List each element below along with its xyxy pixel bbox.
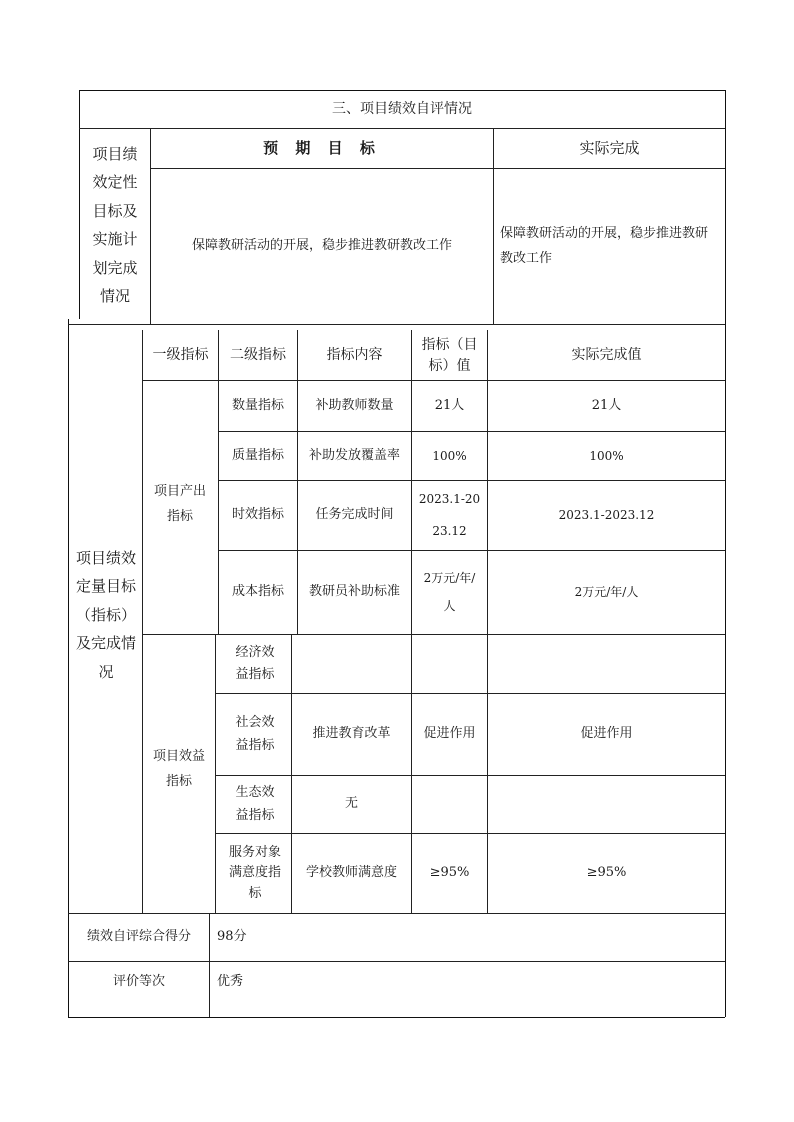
actual-timeliness: 2023.1-2023.12 xyxy=(558,508,655,523)
actual-completion-text: 保障教研活动的开展，稳步推进教研教改工作 xyxy=(500,225,709,266)
actual-quality: 100% xyxy=(589,448,624,463)
target-quality: 100% xyxy=(432,448,467,463)
level2-satisfaction: 服务对象满意度指标 xyxy=(228,845,281,901)
actual-completion-header: 实际完成 xyxy=(579,139,640,158)
expected-goal-header: 预 期 目 标 xyxy=(263,139,381,158)
level2-social: 社会效益指标 xyxy=(235,715,275,753)
header-level2: 二级指标 xyxy=(230,347,286,364)
target-timeliness: 2023.1-2023.12 xyxy=(418,492,481,538)
level1-output: 项目产出指标 xyxy=(153,484,206,524)
quantitative-row-label: 项目绩效定量目标（指标）及完成情况 xyxy=(76,548,137,681)
level1-benefit: 项目效益指标 xyxy=(152,749,205,789)
content-social: 推进教育改革 xyxy=(312,726,391,742)
rule-level1-column-lower xyxy=(215,634,216,913)
content-economic xyxy=(292,635,411,693)
actual-satisfaction: ≥95% xyxy=(586,865,627,881)
header-content: 指标内容 xyxy=(326,347,383,364)
level2-economic: 经济效益指标 xyxy=(235,644,275,682)
actual-cost: 2万元/年/人 xyxy=(574,585,639,600)
level2-quantity: 数量指标 xyxy=(231,397,284,413)
rule-below-qualitative xyxy=(68,324,725,325)
target-satisfaction: ≥95% xyxy=(429,865,470,881)
target-social: 促进作用 xyxy=(423,726,476,742)
content-timeliness: 任务完成时间 xyxy=(315,507,394,523)
level2-quality: 质量指标 xyxy=(231,447,284,463)
rule-summary-label-column xyxy=(209,913,210,1017)
expected-goal-text: 保障教研活动的开展，稳步推进教研教改工作 xyxy=(191,238,452,254)
actual-social: 促进作用 xyxy=(580,726,633,742)
content-satisfaction: 学校教师满意度 xyxy=(305,865,397,881)
actual-ecological xyxy=(488,776,725,833)
actual-quantity: 21人 xyxy=(591,397,622,413)
section-title: 三、项目绩效自评情况 xyxy=(332,101,472,118)
level2-timeliness: 时效指标 xyxy=(231,507,284,523)
target-cost: 2万元/年/人 xyxy=(423,570,476,613)
header-target: 指标（目标）值 xyxy=(421,336,478,374)
target-economic xyxy=(412,635,487,693)
rule-label-column-lower xyxy=(142,330,143,913)
score-value: 98分 xyxy=(217,929,247,945)
level2-cost: 成本指标 xyxy=(231,584,284,600)
content-quantity: 补助教师数量 xyxy=(315,397,394,413)
level2-ecological: 生态效益指标 xyxy=(235,785,275,823)
header-level1: 一级指标 xyxy=(152,347,209,364)
content-quality: 补助发放覆盖率 xyxy=(308,447,400,463)
qualitative-row-label: 项目绩效定性目标及实施计划完成情况 xyxy=(92,144,138,305)
table-border-right xyxy=(725,90,726,1017)
target-ecological xyxy=(412,776,487,833)
score-label: 绩效自评综合得分 xyxy=(86,929,191,945)
grade-label: 评价等次 xyxy=(112,973,165,989)
header-actual: 实际完成值 xyxy=(571,347,642,364)
actual-economic xyxy=(488,635,725,693)
target-quantity: 21人 xyxy=(434,397,465,413)
content-ecological: 无 xyxy=(344,796,358,812)
table-border-bottom xyxy=(68,1017,725,1018)
content-cost: 教研员补助标准 xyxy=(308,584,400,600)
grade-value: 优秀 xyxy=(217,973,244,989)
